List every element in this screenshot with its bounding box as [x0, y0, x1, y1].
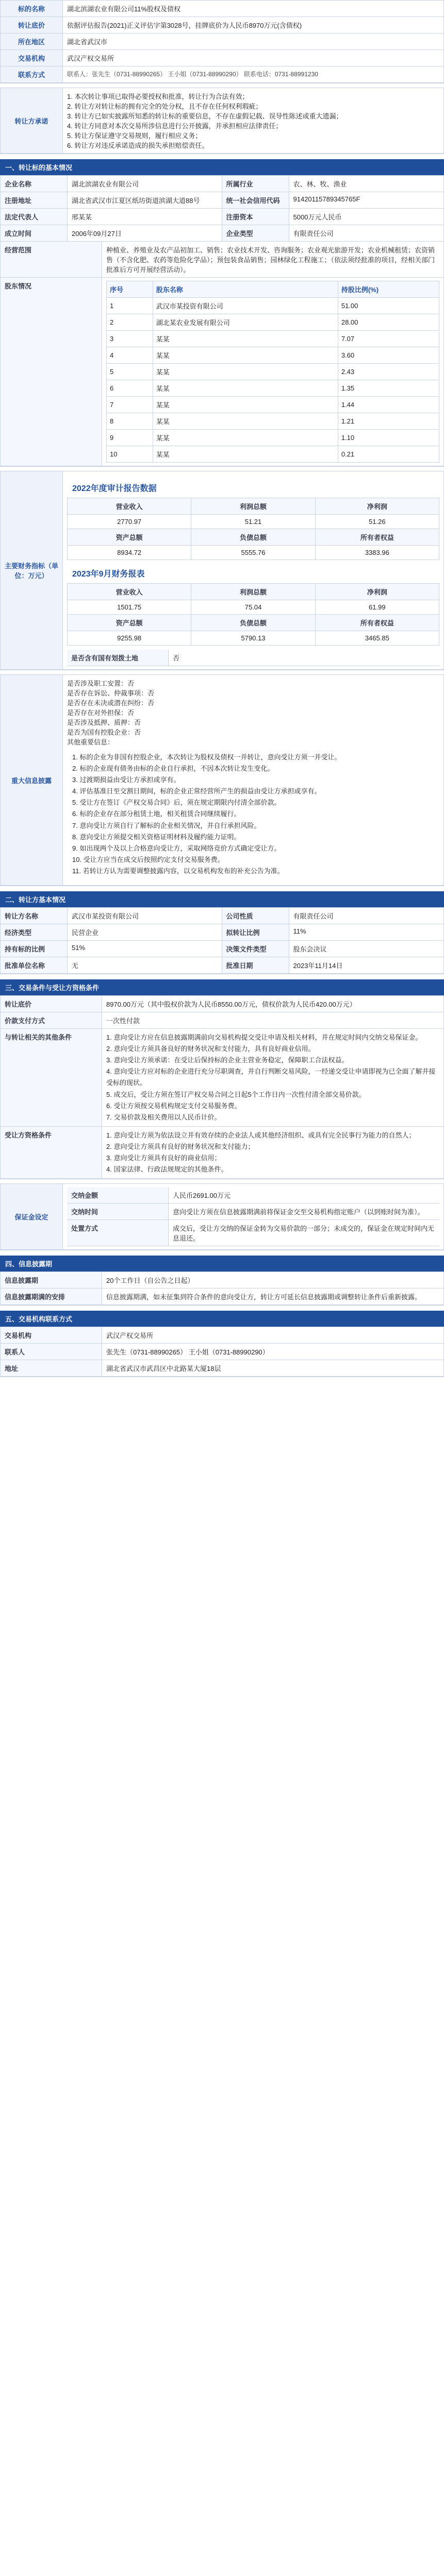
period-value: 20个工作日（自公告之日起） — [106, 1277, 194, 1285]
disclosure-line-5: 是否涉及抵押、质押：否 — [67, 719, 141, 726]
expire-label: 信息披露期满的安排 — [1, 1289, 102, 1304]
sh-name: 某某 — [153, 446, 338, 463]
transferor-approval-label: 批准单位名称 — [1, 957, 68, 973]
other-section — [0, 1256, 444, 1306]
commitment-item-6: 6. 转让方对违反承诺造成的损失承担赔偿责任。 — [67, 142, 209, 149]
address-label: 注册地址 — [1, 192, 68, 208]
footer-contact-label: 联系人 — [1, 1344, 102, 1360]
land-row — [67, 650, 439, 666]
disclosure-row — [1, 675, 443, 886]
sh-pct: 0.21 — [338, 446, 439, 463]
sh-col-name: 股东名称 — [153, 281, 338, 298]
fin-2022-h5: 负债总额 — [191, 529, 315, 546]
conditions-title: 三、交易条件与受让方资格条件 — [0, 979, 444, 995]
sh-index: 9 — [107, 430, 153, 446]
pay-value: 一次性付款 — [106, 1017, 140, 1025]
region-label: 所在地区 — [1, 33, 63, 49]
footer-addr: 湖北省武汉市武昌区中北路某大厦18层 — [106, 1365, 221, 1373]
project-price: 依据评估报告(2021)正义评估字第3028号，挂牌底价为人民币8970万元(含债权) — [67, 22, 302, 29]
sh-index: 1 — [107, 298, 153, 314]
price-label: 转让底价 — [1, 996, 102, 1012]
transferor-holding-label: 持有标的比例 — [1, 941, 68, 957]
sh-pct: 1.35 — [338, 380, 439, 397]
disclosure-label: 重大信息披露 — [1, 675, 63, 885]
transferor-type-label: 公司性质 — [222, 908, 289, 924]
fin-2023-h5: 负债总额 — [191, 615, 315, 631]
basic-row-1 — [1, 176, 443, 192]
qual-row — [1, 1127, 443, 1179]
period-row — [1, 1272, 443, 1289]
fin-2022-h2: 利润总额 — [191, 498, 315, 515]
table-row — [107, 347, 439, 364]
fin-2023-h6: 所有者权益 — [316, 615, 439, 631]
project-price-label: 转让底价 — [1, 17, 63, 33]
conditions-table — [0, 995, 444, 1179]
footer-addr-label: 地址 — [1, 1360, 102, 1376]
transferor-intended-label: 拟转让比例 — [222, 924, 289, 940]
reg-cap-label: 注册资本 — [222, 209, 289, 225]
exchange-value: 武汉产权交易所 — [67, 55, 114, 62]
header-row-exchange — [1, 50, 443, 66]
fin-2022-h1: 营业收入 — [68, 498, 191, 515]
transferor-decision: 股东会决议 — [293, 945, 327, 954]
deposit-time-row — [67, 1204, 439, 1220]
sh-name: 湖北某农业发展有限公司 — [153, 314, 338, 331]
fin-2023-h4: 资产总额 — [68, 615, 191, 631]
deposit-amount-row — [67, 1187, 439, 1204]
transferor-approval: 无 — [68, 957, 222, 973]
header-row-contact — [1, 66, 443, 83]
address: 湖北省武汉市江夏区纸坊街道滨湖大道88号 — [68, 192, 222, 208]
transferor-row-4 — [1, 957, 443, 974]
sh-index: 4 — [107, 347, 153, 364]
fin-2023-v6: 3465.85 — [316, 631, 439, 646]
period-label: 信息披露期 — [1, 1272, 102, 1288]
footer-table — [0, 1327, 444, 1377]
commitment-row — [1, 88, 443, 154]
sh-pct: 28.00 — [338, 314, 439, 331]
disclosure-line-1: 是否涉及职工安置：否 — [67, 680, 135, 687]
deposit-amount: 人民币2691.00万元 — [173, 1192, 231, 1200]
exchange-label: 交易机构 — [1, 50, 63, 66]
price-value: 8970.00万元（其中股权价款为人民币8550.00万元，债权价款为人民币420.00万元） — [106, 1001, 356, 1009]
fin-2022-v4: 8934.72 — [68, 546, 191, 560]
sh-index: 10 — [107, 446, 153, 463]
price-row — [1, 996, 443, 1012]
legal-rep-label: 法定代表人 — [1, 209, 68, 225]
deposit-time-label: 交纳时间 — [67, 1204, 169, 1219]
table-row — [107, 397, 439, 413]
industry-label: 所属行业 — [222, 176, 289, 192]
sh-name: 某某 — [153, 413, 338, 430]
deposit-time: 意向受让方须在信息披露期满前将保证金交至交易机构指定账户（以到账时间为准）。 — [173, 1208, 424, 1216]
transferor-decision-label: 决策文件类型 — [222, 941, 289, 957]
deposit-content — [63, 1184, 443, 1249]
other-table — [0, 1272, 444, 1306]
basic-row-4 — [1, 225, 443, 242]
scope-label: 经营范围 — [1, 242, 102, 277]
sh-pct: 1.21 — [338, 413, 439, 430]
commitment-item-2: 2. 转让方对转让标的拥有完全的处分权，且不存在任何权利瑕疵； — [67, 103, 262, 110]
qual-label: 受让方资格条件 — [1, 1127, 102, 1178]
commitment-list — [63, 88, 443, 153]
company-name-label: 企业名称 — [1, 176, 68, 192]
fin-2023-v2: 75.04 — [191, 600, 315, 615]
sh-index: 5 — [107, 364, 153, 380]
sh-pct: 1.44 — [338, 397, 439, 413]
transferor-approval-date-label: 批准日期 — [222, 957, 289, 973]
footer-addr-row — [1, 1360, 443, 1377]
land-value: 否 — [173, 654, 180, 662]
disclosure-line-4: 是否存在对外担保：否 — [67, 709, 135, 717]
footer-org-label: 交易机构 — [1, 1327, 102, 1343]
footer-title: 五、交易机构联系方式 — [0, 1311, 444, 1327]
shareholders-table-wrap — [106, 281, 439, 463]
sh-index: 3 — [107, 331, 153, 347]
table-row — [107, 298, 439, 314]
expire-row — [1, 1289, 443, 1305]
disclosure-line-2: 是否存在诉讼、仲裁事项：否 — [67, 689, 155, 697]
sh-name: 某某 — [153, 430, 338, 446]
sh-pct: 7.07 — [338, 331, 439, 347]
fin-2023-h1: 营业收入 — [68, 584, 191, 600]
transferor-econ: 民营企业 — [68, 924, 222, 940]
sh-pct: 51.00 — [338, 298, 439, 314]
sh-pct: 3.60 — [338, 347, 439, 364]
deposit-label: 保证金设定 — [1, 1184, 63, 1249]
table-row — [107, 430, 439, 446]
sh-name: 某某 — [153, 364, 338, 380]
sh-name: 武汉市某投资有限公司 — [153, 298, 338, 314]
deposit-amount-label: 交纳金额 — [67, 1187, 169, 1203]
sh-name: 某某 — [153, 331, 338, 347]
commitment-box — [0, 88, 444, 154]
company-name: 湖北滨湖农业有限公司 — [68, 176, 222, 192]
shareholders-head — [107, 281, 439, 298]
fin-2022-v1: 2770.97 — [68, 515, 191, 529]
sh-index: 7 — [107, 397, 153, 413]
econ-type-label: 企业类型 — [222, 225, 289, 241]
uscc: 91420115789345765F — [293, 195, 360, 203]
sh-index: 6 — [107, 380, 153, 397]
table-row — [107, 331, 439, 347]
commitment-item-4: 4. 转让方同意对本次交易所涉信息进行公开披露，并承担相应法律责任； — [67, 122, 283, 130]
est-date: 2006年09月27日 — [68, 225, 222, 241]
header-row-price — [1, 17, 443, 33]
fin-2023-v4: 9255.98 — [68, 631, 191, 646]
est-date-label: 成立时间 — [1, 225, 68, 241]
deposit-box — [0, 1183, 444, 1250]
sh-col-index: 序号 — [107, 281, 153, 298]
project-name: 湖北滨湖农业有限公司11%股权及债权 — [67, 5, 181, 13]
commitment-label: 转让方承诺 — [1, 88, 63, 153]
deposit-row — [1, 1184, 443, 1250]
footer-contact: 张先生（0731-88990265） 王小姐（0731-88990290） — [106, 1348, 269, 1357]
pay-label: 价款支付方式 — [1, 1012, 102, 1028]
expire-value: 信息披露期满，如未征集到符合条件的意向受让方，转让方可延长信息披露期或调整转让条件后重新披露。 — [106, 1293, 422, 1301]
deposit-deal: 成交后，受让方交纳的保证金转为交易价款的一部分；未成交的，保证金在规定时间内无息退还。 — [173, 1225, 435, 1243]
fin-2023-title: 2023年9月财务报表 — [72, 570, 145, 579]
basic-row-3 — [1, 209, 443, 225]
fin-2022-v5: 5555.76 — [191, 546, 315, 560]
transferor-holding: 51% — [68, 941, 222, 957]
reg-cap: 5000万元人民币 — [293, 213, 342, 221]
uscc-label: 统一社会信用代码 — [222, 192, 289, 208]
fin-2023-v3: 61.99 — [316, 600, 439, 615]
fin-2022-grid — [67, 498, 439, 560]
fin-2023-h3: 净利润 — [316, 584, 439, 600]
sh-index: 2 — [107, 314, 153, 331]
econ-type: 有限责任公司 — [293, 230, 334, 238]
sh-name: 某某 — [153, 347, 338, 364]
basic-info-table — [0, 175, 444, 467]
transferor-title: 二、转让方基本情况 — [0, 891, 444, 907]
table-row — [107, 380, 439, 397]
fin-2023-grid — [67, 583, 439, 646]
deposit-deal-row — [67, 1220, 439, 1246]
sh-name: 某某 — [153, 397, 338, 413]
sh-pct: 1.10 — [338, 430, 439, 446]
contact-text: 联系人：张先生（0731-88990265） 王小姐（0731-88990290） 联系电话：0731-88991230 — [67, 71, 318, 78]
footer-org-row — [1, 1327, 443, 1344]
sh-col-pct: 持股比例(%) — [338, 281, 439, 298]
disclosure-line-3: 是否存在未决或潜在纠纷：否 — [67, 699, 155, 707]
header-table — [0, 0, 444, 83]
industry: 农、林、牧、渔业 — [293, 180, 347, 188]
footer-org: 武汉产权交易所 — [106, 1332, 154, 1340]
transferor-row-2 — [1, 924, 443, 941]
basic-row-2 — [1, 192, 443, 209]
disclosure-line-6: 是否为国有控股企业：否 — [67, 728, 141, 736]
basic-section — [0, 159, 444, 467]
shareholders-label: 股东情况 — [1, 278, 102, 466]
transferor-approval-date: 2023年11月14日 — [293, 962, 343, 970]
commitment-item-3: 3. 转让方已如实披露所知悉的转让标的重要信息，不存在虚假记载、误导性陈述或重大遗漏； — [67, 112, 343, 120]
conditions-section — [0, 979, 444, 1179]
financials-row — [1, 471, 443, 670]
financials-box — [0, 471, 444, 670]
contact-label: 联系方式 — [1, 66, 63, 82]
disclosure-content — [63, 675, 443, 885]
commitment-item-5: 5. 转让方保证遵守交易规则，履行相应义务； — [67, 132, 202, 140]
deposit-deal-label: 处置方式 — [67, 1220, 169, 1246]
commitment-item-1: 1. 本次转让事项已取得必要授权和批准，转让行为合法有效； — [67, 93, 249, 100]
legal-rep: 邢某某 — [68, 209, 222, 225]
header-row-region — [1, 33, 443, 50]
footer-contact-row — [1, 1344, 443, 1360]
fin-2022-h3: 净利润 — [316, 498, 439, 515]
transferor-intended: 11% — [293, 927, 306, 936]
table-row — [107, 364, 439, 380]
conditions-label: 与转让相关的其他条件 — [1, 1029, 102, 1126]
sh-pct: 2.43 — [338, 364, 439, 380]
table-row — [107, 413, 439, 430]
qual-value: 1. 意向受让方须为依法设立并有效存续的企业法人或其他经济组织、或具有完全民事行为能力的自然人； 2. 意向受让方须具有良好的财务状况和支付能力； 3. 意向受让方须具有良好的商业信用； 4. 国家法律、行政法规规定的其他条件。 — [106, 1131, 416, 1174]
transferor-name-label: 转让方名称 — [1, 908, 68, 924]
transferor-name: 武汉市某投资有限公司 — [68, 908, 222, 924]
conditions-value: 1. 意向受让方应在信息披露期满前向交易机构提交受让申请及相关材料，并在规定时间内交纳交易保证金。 2. 意向受让方须具备良好的财务状况和支付能力，具有良好商业信用。 3. 意向受让方须承诺：在受让后保持标的企业主营业务稳定，保障职工合法权益。 4. 意向受让方应对标的企业进行充分尽职调查，并自行判断交易风险，一经递交受让申请即视为已全面了解并接受标的现状。 5. 成交后，受让方须在签订产权交易合同之日起5个工作日内一次性付清全部交易价款。 6. 受让方须按交易机构规定支付交易服务费。 7. 交易价款及相关费用以人民币计价。 — [106, 1033, 436, 1121]
transferor-table — [0, 907, 444, 974]
disclosure-line-7: 其他重要信息： — [67, 738, 114, 746]
transferor-row-3 — [1, 941, 443, 957]
shareholders-table — [106, 281, 439, 463]
header-row-name — [1, 1, 443, 17]
fin-2022-v3: 51.26 — [316, 515, 439, 529]
financials-label: 主要财务指标（单位：万元） — [1, 471, 63, 669]
transferor-section — [0, 891, 444, 974]
transferor-econ-label: 经济类型 — [1, 924, 68, 940]
sh-name: 某某 — [153, 380, 338, 397]
basic-section-title: 一、转让标的基本情况 — [0, 159, 444, 175]
disclosure-box — [0, 674, 444, 886]
fin-2022-v6: 3383.96 — [316, 546, 439, 560]
fin-2023-v5: 5790.13 — [191, 631, 315, 646]
other-title: 四、信息披露期 — [0, 1256, 444, 1272]
table-row — [107, 314, 439, 331]
scope: 种植业、养殖业及农产品初加工、销售；农业技术开发、咨询服务；农业观光旅游开发；农业机械租赁；农资销售（不含化肥、农药等危险化学品）；预包装食品销售；园林绿化工程施工；（依法须经批准的项目，经相关部门批准后方可开展经营活动）。 — [106, 246, 435, 274]
fin-2022-v2: 51.21 — [191, 515, 315, 529]
sh-index: 8 — [107, 413, 153, 430]
scope-row — [1, 242, 443, 278]
land-label: 是否含有国有划拨土地 — [67, 650, 169, 666]
footer-section — [0, 1311, 444, 1377]
fin-2022-h4: 资产总额 — [68, 529, 191, 546]
transferor-row-1 — [1, 908, 443, 924]
transferor-type: 有限责任公司 — [293, 912, 334, 921]
fin-2023-v1: 1501.75 — [68, 600, 191, 615]
fin-2023-h2: 利润总额 — [191, 584, 315, 600]
disclosure-body: 1. 标的企业为非国有控股企业，本次转让为股权及债权一并转让，意向受让方须一并受让。 2. 标的企业现有债务由标的企业自行承担，不因本次转让发生变化。 3. 过渡期损益由受让方承担或享有。 4. 评估基准日至交割日期间，标的企业正常经营所产生的损益由受让方承担或享有。 5. 受让方在签订《产权交易合同》后，须在规定期限内付清全部价款。 6. 标的企业存在部分租赁土地，相关租赁合同继续履行。 7. 意向受让方须自行了解标的企业相关情况，并自行承担风险。 8. 意向受让方须提交相关资格证明材料及履约能力证明。 9. 如出现两个及以上合格意向受让方，采取网络竞价方式确定受让方。 10. 受让方应当在成交后按照约定支付交易服务费。 11. 若转让方认为需要调整披露内容，以交易机构发布的补充公告为准。 — [72, 753, 341, 875]
fin-2022-title: 2022年度审计报告数据 — [72, 484, 157, 493]
fin-2022-h6: 所有者权益 — [316, 529, 439, 546]
project-name-label: 标的名称 — [1, 1, 63, 16]
region-value: 湖北省武汉市 — [67, 38, 108, 46]
conditions-row — [1, 1029, 443, 1127]
shareholders-row — [1, 278, 443, 466]
table-row — [107, 446, 439, 463]
pay-row — [1, 1012, 443, 1029]
financials-content — [63, 471, 443, 669]
